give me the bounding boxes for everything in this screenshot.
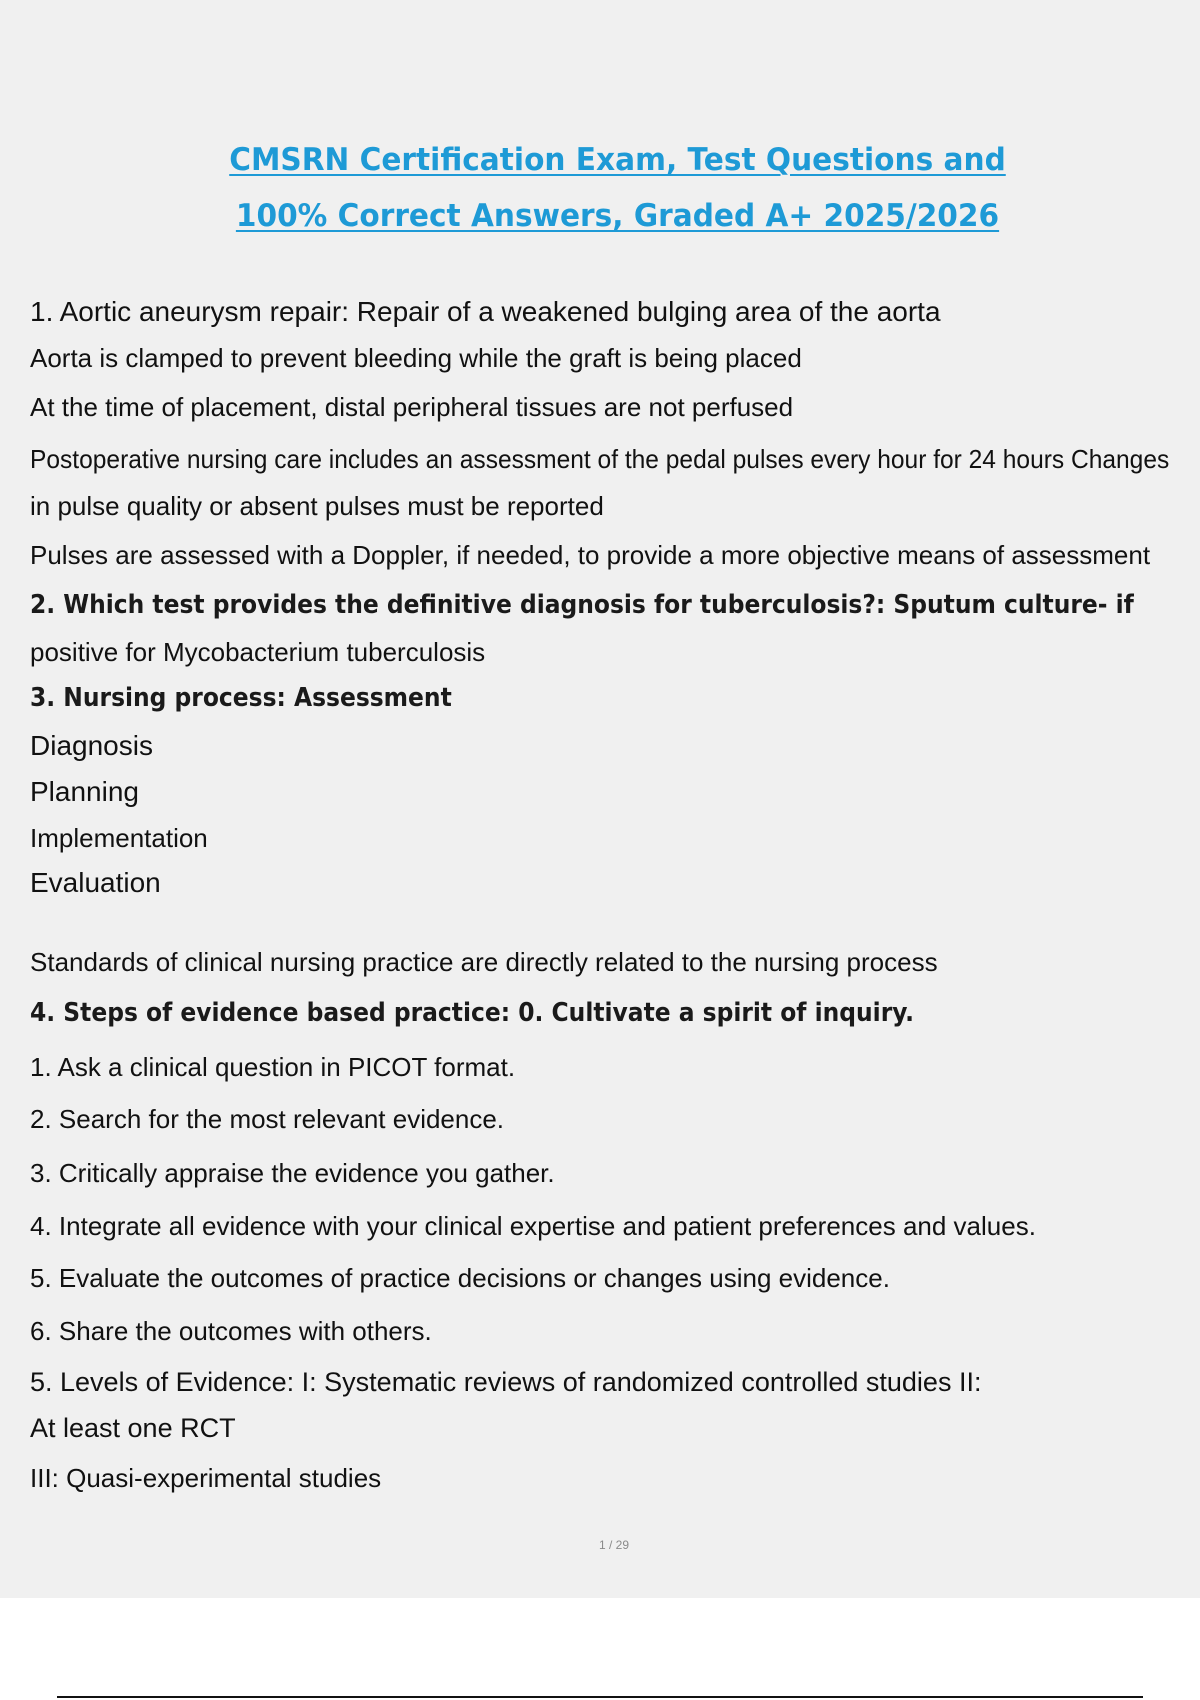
answer-3-planning: Planning: [30, 776, 139, 807]
answer-4-step-1: 1. Ask a clinical question in PICOT format.: [30, 1052, 516, 1082]
bottom-divider: [57, 1696, 1143, 1698]
question-4-heading: 4. Steps of evidence based practice: 0. Cultivate a spirit of inquiry.: [30, 998, 914, 1028]
answer-3-standards: Standards of clinical nursing practice are directly related to the nursing process: [30, 947, 938, 977]
answer-5-line-1: At least one RCT: [30, 1413, 236, 1443]
answer-3-evaluation: Evaluation: [30, 867, 161, 898]
answer-4-step-3: 3. Critically appraise the evidence you gather.: [30, 1158, 555, 1188]
answer-4-step-2: 2. Search for the most relevant evidence.: [30, 1104, 505, 1134]
answer-3-diagnosis: Diagnosis: [30, 730, 153, 761]
question-3-heading: 3. Nursing process: Assessment: [30, 683, 452, 713]
answer-1-line-1: Aorta is clamped to prevent bleeding while the graft is being placed: [30, 343, 802, 373]
question-2-heading: 2. Which test provides the definitive diagnosis for tuberculosis?: Sputum culture- if: [30, 590, 1134, 620]
answer-1-line-5: Pulses are assessed with a Doppler, if needed, to provide a more objective means of assessment: [30, 540, 1151, 570]
document-title-line-1: CMSRN Certification Exam, Test Questions and: [229, 142, 1006, 178]
question-5-heading: 5. Levels of Evidence: I: Systematic reviews of randomized controlled studies II:: [30, 1367, 982, 1397]
question-1-heading: 1. Aortic aneurysm repair: Repair of a weakened bulging area of the aorta: [30, 296, 941, 327]
document-title-line-2: 100% Correct Answers, Graded A+ 2025/2026: [235, 198, 1000, 234]
page-number: 1 / 29: [598, 1538, 630, 1552]
answer-4-step-4: 4. Integrate all evidence with your clinical expertise and patient preferences and values.: [30, 1211, 1036, 1241]
answer-1-line-3: Postoperative nursing care includes an assessment of the pedal pulses every hour for 24 hours Changes: [30, 444, 1170, 474]
answer-3-implementation: Implementation: [30, 823, 208, 853]
answer-1-line-4: in pulse quality or absent pulses must be reported: [30, 491, 604, 521]
answer-4-step-6: 6. Share the outcomes with others.: [30, 1316, 432, 1346]
answer-5-line-2: III: Quasi-experimental studies: [30, 1463, 382, 1493]
answer-2-line-1: positive for Mycobacterium tuberculosis: [30, 637, 486, 667]
answer-4-step-5: 5. Evaluate the outcomes of practice decisions or changes using evidence.: [30, 1263, 890, 1293]
answer-1-line-2: At the time of placement, distal peripheral tissues are not perfused: [30, 392, 794, 422]
